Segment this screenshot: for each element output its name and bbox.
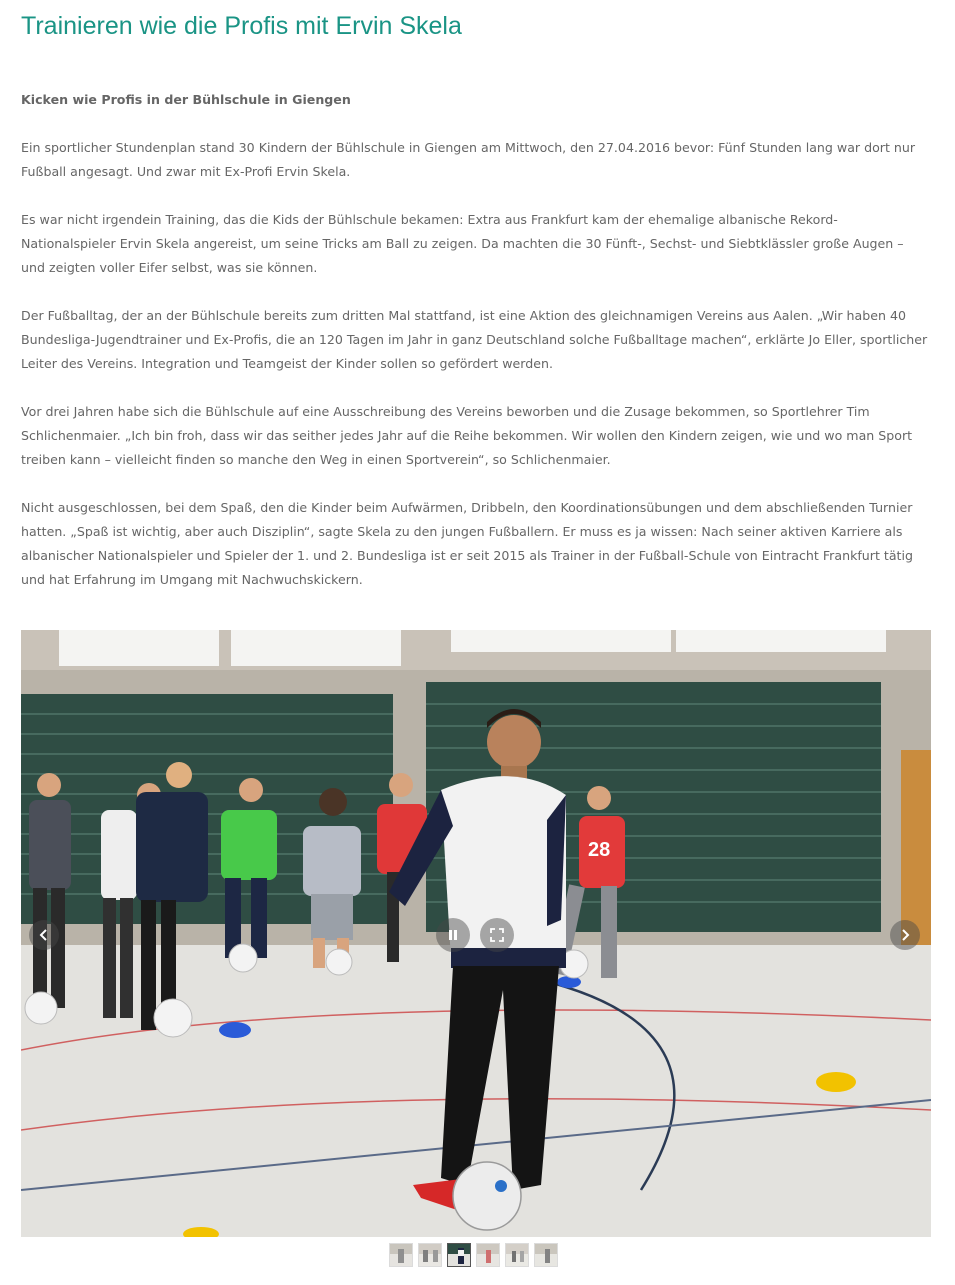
slide-photo	[21, 630, 931, 1237]
article-subheading: Kicken wie Profis in der Bühlschule in Giengen	[21, 92, 351, 107]
slider-thumbnail[interactable]	[505, 1243, 529, 1267]
slider-fullscreen-button[interactable]	[480, 918, 514, 952]
chevron-left-icon	[38, 929, 50, 941]
article-paragraph: Der Fußballtag, der an der Bühlschule bereits zum dritten Mal stattfand, ist eine Aktion des gleichnamigen Vereins aus Aalen. „Wir haben 40 Bundesliga-Jugendtrainer und Ex-Profis, die an 120 Tagen im Jahr in ganz Deutschland solche Fußballtage machen“, erklärte Jo Eller, sportlicher Leiter des Vereins. Integration und Teamgeist der Kinder sollen so gefördert werden.	[21, 308, 928, 371]
jersey-number: 28	[588, 839, 611, 861]
slider-thumbnails	[389, 1243, 558, 1267]
article-paragraph: Ein sportlicher Stundenplan stand 30 Kindern der Bühlschule in Giengen am Mittwoch, den 27.04.2016 bevor: Fünf Stunden lang war dort nur Fußball angesagt. Und zwar mit Ex-Profi Ervin Skela.	[21, 140, 916, 179]
article-body	[21, 88, 931, 616]
pause-icon	[447, 929, 459, 941]
article-title: Trainieren wie die Profis mit Ervin Skela	[21, 12, 462, 40]
slider-thumbnail-active[interactable]	[447, 1243, 471, 1267]
slider-prev-button[interactable]	[29, 920, 59, 950]
fullscreen-icon	[490, 928, 504, 942]
article-paragraph: Nicht ausgeschlossen, bei dem Spaß, den die Kinder beim Aufwärmen, Dribbeln, den Koordinationsübungen und dem abschließenden Turnier hatten. „Spaß ist wichtig, aber auch Disziplin“, sagte Skela zu den jungen Fußballern. Er muss es ja wissen: Nach seiner aktiven Karriere als albanischer Nationalspieler und Spieler der 1. und 2. Bundesliga ist er seit 2015 als Trainer in der Fußball-Schule von Eintracht Frankfurt tätig und hat Erfahrung im Umgang mit Nachwuchskickern.	[21, 500, 913, 587]
article-paragraph: Vor drei Jahren habe sich die Bühlschule auf eine Ausschreibung des Vereins beworben und die Zusage bekommen, so Sportlehrer Tim Schlichenmaier. „Ich bin froh, dass wir das seither jedes Jahr auf die Reihe bekommen. Wir wollen den Kindern zeigen, wie und wo man Sport treiben kann – vielleicht finden so manche den Weg in einen Sportverein“, so Schlichenmaier.	[21, 404, 913, 467]
slider-thumbnail[interactable]	[476, 1243, 500, 1267]
slider-next-button[interactable]	[890, 920, 920, 950]
slider-thumbnail[interactable]	[389, 1243, 413, 1267]
slider-thumbnail[interactable]	[534, 1243, 558, 1267]
slider-thumbnail[interactable]	[418, 1243, 442, 1267]
article-paragraph: Es war nicht irgendein Training, das die Kids der Bühlschule bekamen: Extra aus Frankfurt kam der ehemalige albanische Rekord-Nationalspieler Ervin Skela angereist, um seine Tricks am Ball zu zeigen. Da machten die 30 Fünft-, Sechst- und Siebtklässler große Augen – und zeigten voller Eifer selbst, was sie können.	[21, 212, 904, 275]
image-slider	[21, 630, 931, 1237]
slider-pause-button[interactable]	[436, 918, 470, 952]
chevron-right-icon	[899, 929, 911, 941]
